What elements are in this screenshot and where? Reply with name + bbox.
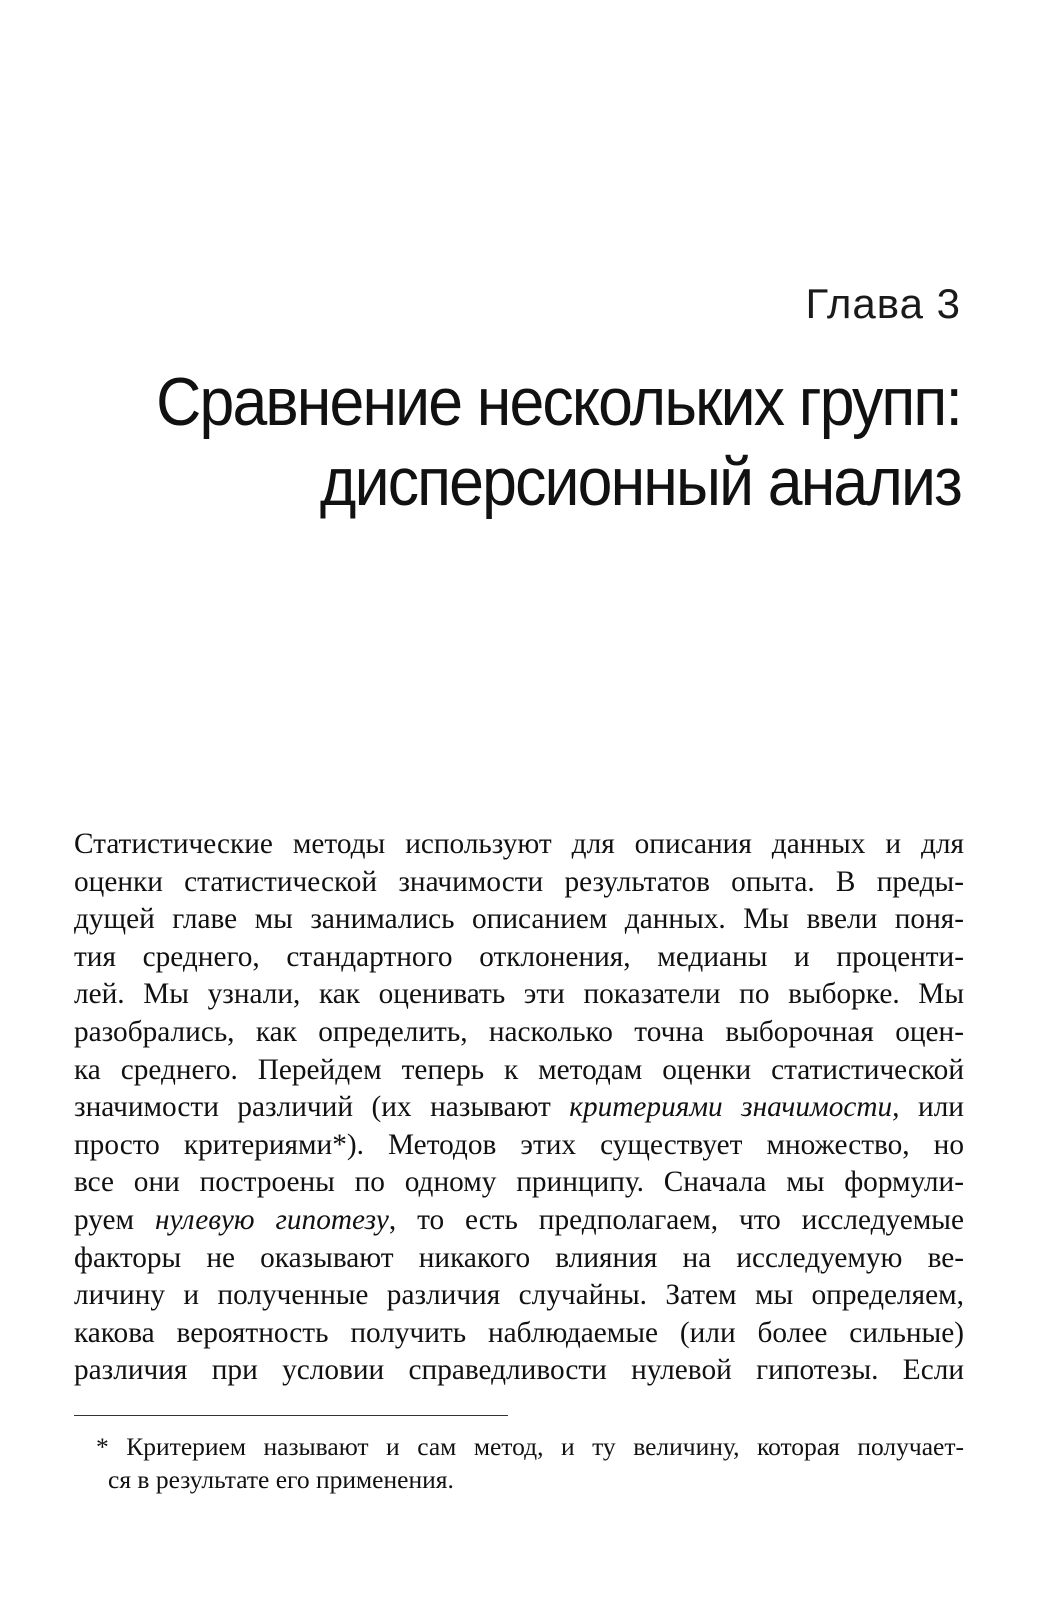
footnote-divider (74, 1415, 508, 1416)
body-line: все они построены по одному принципу. Сначала мы формули- (74, 1166, 964, 1199)
body-line: оценки статистической значимости результатов опыта. В преды- (74, 865, 964, 898)
footnote-line: ся в результате его применения. (108, 1465, 454, 1494)
body-line: какова вероятность получить наблюдаемые (или более сильные) (74, 1316, 964, 1349)
chapter-title-line-2: дисперсионный анализ (319, 444, 961, 520)
body-text-run: , то есть предполагаем, что исследуемые (388, 1203, 964, 1236)
chapter-title-line-1: Сравнение нескольких групп: (156, 364, 961, 440)
chapter-number: Глава 3 (805, 280, 961, 327)
body-line: просто критериями*). Методов этих существует множество, но (74, 1128, 964, 1161)
body-line: лей. Мы узнали, как оценивать эти показатели по выборке. Мы (74, 978, 964, 1011)
footnote-line: * Критерием называют и сам метод, и ту величину, которая получает- (96, 1432, 964, 1461)
body-line: различия при условии справедливости нулевой гипотезы. Если (74, 1354, 964, 1387)
body-line: Статистические методы используют для описания данных и для (74, 828, 964, 860)
body-text-run: руем (74, 1203, 155, 1236)
body-line: тия среднего, стандартного отклонения, медианы и проценти- (74, 940, 964, 973)
footnote (96, 1430, 964, 1496)
body-line: ка среднего. Перейдем теперь к методам оценки статистической (74, 1053, 964, 1086)
body-line: личину и полученные различия случайны. Затем мы определяем, (74, 1279, 964, 1312)
body-line: факторы не оказывают никакого влияния на исследуемую ве- (74, 1241, 964, 1274)
body-line: дущей главе мы занимались описанием данных. Мы ввели поня- (74, 903, 964, 936)
body-line (74, 1202, 964, 1240)
chapter-title (133, 362, 961, 522)
term-significance-criteria: критериями значимости, (569, 1091, 900, 1124)
body-paragraph (74, 826, 964, 1390)
term-null-hypothesis: нулевую гипотезу (154, 1203, 389, 1236)
body-line (74, 1089, 964, 1127)
body-text-run: или (899, 1091, 964, 1124)
body-text-run: значимости различий (их называют (74, 1091, 570, 1124)
body-line: разобрались, как определить, насколько точна выборочная оцен- (74, 1015, 964, 1048)
